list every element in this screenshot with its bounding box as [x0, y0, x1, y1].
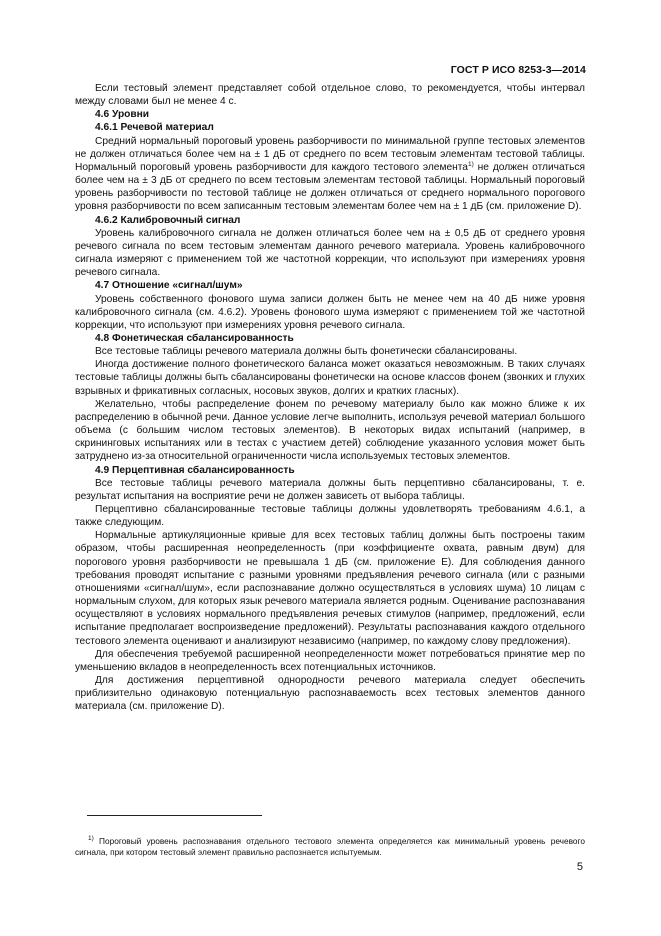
- footnote-marker: 1): [88, 835, 94, 842]
- page-number: 5: [576, 861, 583, 873]
- section-heading-4-7: 4.7 Отношение «сигнал/шум»: [95, 280, 243, 292]
- footnote-text: Пороговый уровень распознавания отдельного тестового элемента определяется как минимальный уровень речевого сигнала, при котором тестовый элемент правильно распознается испытуемым.: [75, 836, 585, 857]
- paragraph: Уровень собственного фонового шума записи должен быть не менее чем на 40 дБ ниже уровня калибровочного сигнала (см. 4.6.2). Уровень фонового шума измеряют с применением той же частотной коррекции, что используют при измерениях уровня речевого сигнала.: [75, 293, 585, 331]
- page-body: [75, 82, 585, 714]
- paragraph: Если тестовый элемент представляет собой отдельное слово, то рекомендуется, чтобы интервал между словами был не менее 4 с.: [75, 83, 585, 108]
- section-heading-4-9: 4.9 Перцептивная сбалансированность: [95, 464, 295, 476]
- paragraph: Уровень калибровочного сигнала не должен отличаться более чем на ± 0,5 дБ от среднего уровня речевого сигнала по всем тестовым элементам данного речевого материала. Уровень калибровочного сигнала измеряют с применением той же частотной коррекции, что используют при измерениях уровня речевого сигнала.: [75, 227, 585, 279]
- paragraph-text: не должен отличаться более чем на ± 3 дБ от среднего по всем тестовым элементам тестовой таблицы. Нормальный пороговый уровень разборчивости по тестовой таблице не должен отличаться от среднего нормального порогового уровня разборчивости по всем записанным тестовым элементам более чем на ± 1 дБ (см. приложение D).: [75, 161, 586, 213]
- section-heading-4-6: 4.6 Уровни: [95, 109, 150, 121]
- footnote-divider: [87, 815, 262, 816]
- footnote: [75, 836, 585, 858]
- paragraph: Все тестовые таблицы речевого материала должны быть фонетически сбалансированы.: [95, 346, 518, 358]
- paragraph: Для обеспечения требуемой расширенной неопределенности может потребоваться принятие мер по уменьшению вкладов в неопределенность всех потенциальных источников.: [75, 648, 585, 673]
- paragraph-text: Средний нормальный пороговый уровень разборчивости по минимальной группе тестовых элементов не должен отличаться более чем на ± 1 дБ от среднего по всем тестовым элементам тестовой таблицы. Нормальный пороговый уровень разборчивости для каждого тестового элемента: [75, 135, 585, 173]
- paragraph: Иногда достижение полного фонетического баланса может оказаться невозможным. В таких случаях тестовые таблицы должны быть сбалансированы фонетически на основе классов фонем (звонких и глухих взрывных и фрикативных согласных, носовых звуков, долгих и кратких гласных).: [75, 359, 585, 397]
- paragraph: Перцептивно сбалансированные тестовые таблицы должны удовлетворять требованиям 4.6.1, а также следующим.: [75, 504, 585, 529]
- footnote-text-block: [75, 836, 585, 858]
- paragraph: Все тестовые таблицы речевого материала должны быть перцептивно сбалансированы, т. е. результат испытания на восприятие речи не должен зависеть от выбора таблицы.: [75, 477, 585, 502]
- paragraph: Желательно, чтобы распределение фонем по речевому материалу было как можно ближе к их распределению в обычной речи. Данное условие легче выполнить, используя речевой материал большого объема (с большим числом тестовых элементов). В некоторых видах испытаний (например, в скрининговых испытаниях или в тестах с участием детей) соблюдение указанного условия может быть затруднено из-за относительной ограниченности числа используемых тестовых элементов.: [75, 398, 585, 463]
- paragraph: [75, 135, 585, 214]
- document-header: ГОСТ Р ИСО 8253-3—2014: [450, 64, 586, 76]
- footnote-ref: 1): [467, 160, 474, 168]
- section-heading-4-6-2: 4.6.2 Калибровочный сигнал: [95, 214, 241, 226]
- section-heading-4-6-1: 4.6.1 Речевой материал: [95, 122, 214, 134]
- paragraph: Для достижения перцептивной однородности речевого материала следует обеспечить приблизительно одинаковую потенциальную распознаваемость всех тестовых элементов данного материала (см. приложение D).: [75, 675, 585, 713]
- paragraph: Нормальные артикуляционные кривые для всех тестовых таблиц должны быть построены таким образом, чтобы расширенная неопределенность (при коэффициенте охвата, равным двум) для порогового уровня разборчивости не превышала 1 дБ (см. приложение Е). Для соблюдения данного требования проводят испытание с разными уровнями предъявления речевого сигнала (или с разными отношениями «сигнал/шум», если распознавание должно осуществляться в условиях шума) 10 лицам с нормальным слухом, для которых язык речевого материала является родным. Оценивание распознавания осуществляют в условиях нормального предъявления речевых стимулов (например, предложений, если испытание предполагает воспроизведение предложений). Результаты распознавания каждого отдельного тестового элемента оценивают и анализируют независимо (например, по каждому слову предложения).: [75, 530, 585, 647]
- section-heading-4-8: 4.8 Фонетическая сбалансированность: [95, 332, 294, 344]
